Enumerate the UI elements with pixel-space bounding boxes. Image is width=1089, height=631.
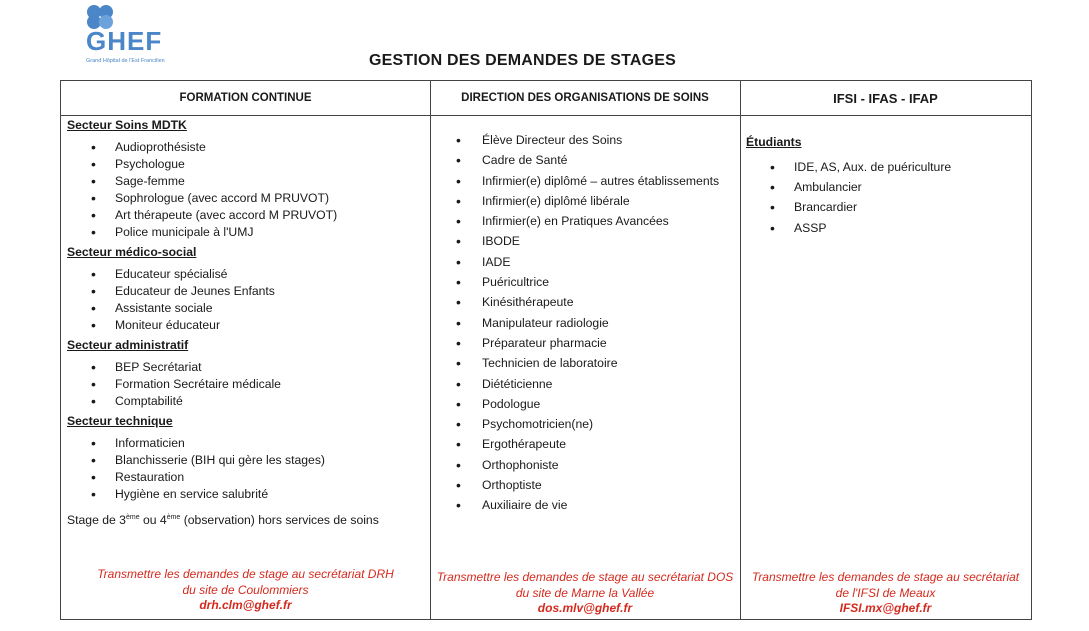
section-title: Secteur médico-social xyxy=(67,245,197,259)
list-item: • Sophrologue (avec accord M PRUVOT) xyxy=(67,190,427,207)
list-item: • Sage-femme xyxy=(67,173,427,190)
list-item: • Educateur spécialisé xyxy=(67,266,427,283)
list-item: • Restauration xyxy=(67,469,427,486)
footer-line: du site de Marne la Vallée xyxy=(515,585,655,600)
list-item: • Ambulancier xyxy=(746,177,1029,197)
list-item: • Comptabilité xyxy=(67,393,427,410)
section-list xyxy=(67,435,427,503)
section-list xyxy=(67,266,427,334)
list-item: • Technicien de laboratoire xyxy=(430,353,738,373)
list-item: • Educateur de Jeunes Enfants xyxy=(67,283,427,300)
profession-list xyxy=(430,130,738,516)
stage-note-sup: ème xyxy=(125,514,140,521)
list-item: • Infirmier(e) diplômé libérale xyxy=(430,191,738,211)
list-item: • Brancardier xyxy=(746,197,1029,217)
list-item: • ASSP xyxy=(746,218,1029,238)
list-item: • Podologue xyxy=(430,394,738,414)
list-item: • BEP Secrétariat xyxy=(67,359,427,376)
column-divider xyxy=(740,81,741,619)
student-list xyxy=(746,157,1029,238)
footer-line: du site de Coulommiers xyxy=(182,582,309,597)
footer-line: Transmettre les demandes de stage au secrétariat DOS xyxy=(436,570,734,584)
stage-note xyxy=(67,509,427,529)
stage-note-text: (observation) hors services de soins xyxy=(180,513,379,528)
footer-email: IFSI.mx@ghef.fr xyxy=(839,601,932,615)
stage-note-sup: ème xyxy=(166,514,181,521)
list-item: • Informaticien xyxy=(67,435,427,452)
list-item: • Infirmier(e) diplômé – autres établissements xyxy=(430,171,738,191)
list-item: • Formation Secrétaire médicale xyxy=(67,376,427,393)
list-item: • Ergothérapeute xyxy=(430,434,738,454)
footer-email: dos.mlv@ghef.fr xyxy=(537,601,633,615)
footer-formation-continue xyxy=(61,567,430,614)
section-title: Secteur technique xyxy=(67,414,173,428)
list-item: • Infirmier(e) en Pratiques Avancées xyxy=(430,211,738,231)
list-item: • Orthoptiste xyxy=(430,475,738,495)
footer-line: de l'IFSI de Meaux xyxy=(835,585,936,600)
section-title: Secteur administratif xyxy=(67,338,189,352)
section-list xyxy=(67,139,427,241)
list-item: • Auxiliaire de vie xyxy=(430,495,738,515)
stage-note-text: Stage de 3 xyxy=(67,513,126,528)
list-item: • Hygiène en service salubrité xyxy=(67,486,427,503)
list-item: • Assistante sociale xyxy=(67,300,427,317)
list-item: • Audioprothésiste xyxy=(67,139,427,156)
footer-ifsi xyxy=(740,570,1031,617)
list-item: • Manipulateur radiologie xyxy=(430,313,738,333)
column-direction-soins xyxy=(430,130,738,516)
list-item: • Kinésithérapeute xyxy=(430,292,738,312)
list-item: • Préparateur pharmacie xyxy=(430,333,738,353)
list-item: • Art thérapeute (avec accord M PRUVOT) xyxy=(67,207,427,224)
header-formation-continue: FORMATION CONTINUE xyxy=(179,92,312,104)
list-item: • Diététicienne xyxy=(430,374,738,394)
header-direction-soins: DIRECTION DES ORGANISATIONS DE SOINS xyxy=(461,92,709,104)
logo-wordmark: GHEF xyxy=(86,26,163,56)
footer-line: Transmettre les demandes de stage au secrétariat xyxy=(751,570,1020,584)
list-item: • Psychomotricien(ne) xyxy=(430,414,738,434)
list-item: • Psychologue xyxy=(67,156,427,173)
list-item: • Blanchisserie (BIH qui gère les stages) xyxy=(67,452,427,469)
column-formation-continue xyxy=(67,117,427,529)
list-item: • Cadre de Santé xyxy=(430,150,738,170)
stage-note-text: ou 4 xyxy=(139,513,167,528)
list-item: • Puéricultrice xyxy=(430,272,738,292)
list-item: • IDE, AS, Aux. de puériculture xyxy=(746,157,1029,177)
list-item: • Moniteur éducateur xyxy=(67,317,427,334)
stages-table xyxy=(60,80,1032,620)
list-item: • Police municipale à l'UMJ xyxy=(67,224,427,241)
header-divider xyxy=(61,115,1031,116)
footer-line: Transmettre les demandes de stage au secrétariat DRH xyxy=(97,567,394,581)
section-title: Étudiants xyxy=(746,135,802,149)
header-ifsi: IFSI - IFAS - IFAP xyxy=(833,90,938,106)
list-item: • IADE xyxy=(430,252,738,272)
footer-email: drh.clm@ghef.fr xyxy=(199,598,292,612)
section-list xyxy=(67,359,427,410)
list-item: • Élève Directeur des Soins xyxy=(430,130,738,150)
footer-direction-soins xyxy=(430,570,740,617)
page-title: GESTION DES DEMANDES DE STAGES xyxy=(368,52,677,69)
column-ifsi xyxy=(746,134,1029,238)
list-item: • IBODE xyxy=(430,231,738,251)
list-item: • Orthophoniste xyxy=(430,455,738,475)
section-title: Secteur Soins MDTK xyxy=(67,118,187,132)
logo-tagline: Grand Hôpital de l'Est Francilien xyxy=(86,58,165,64)
